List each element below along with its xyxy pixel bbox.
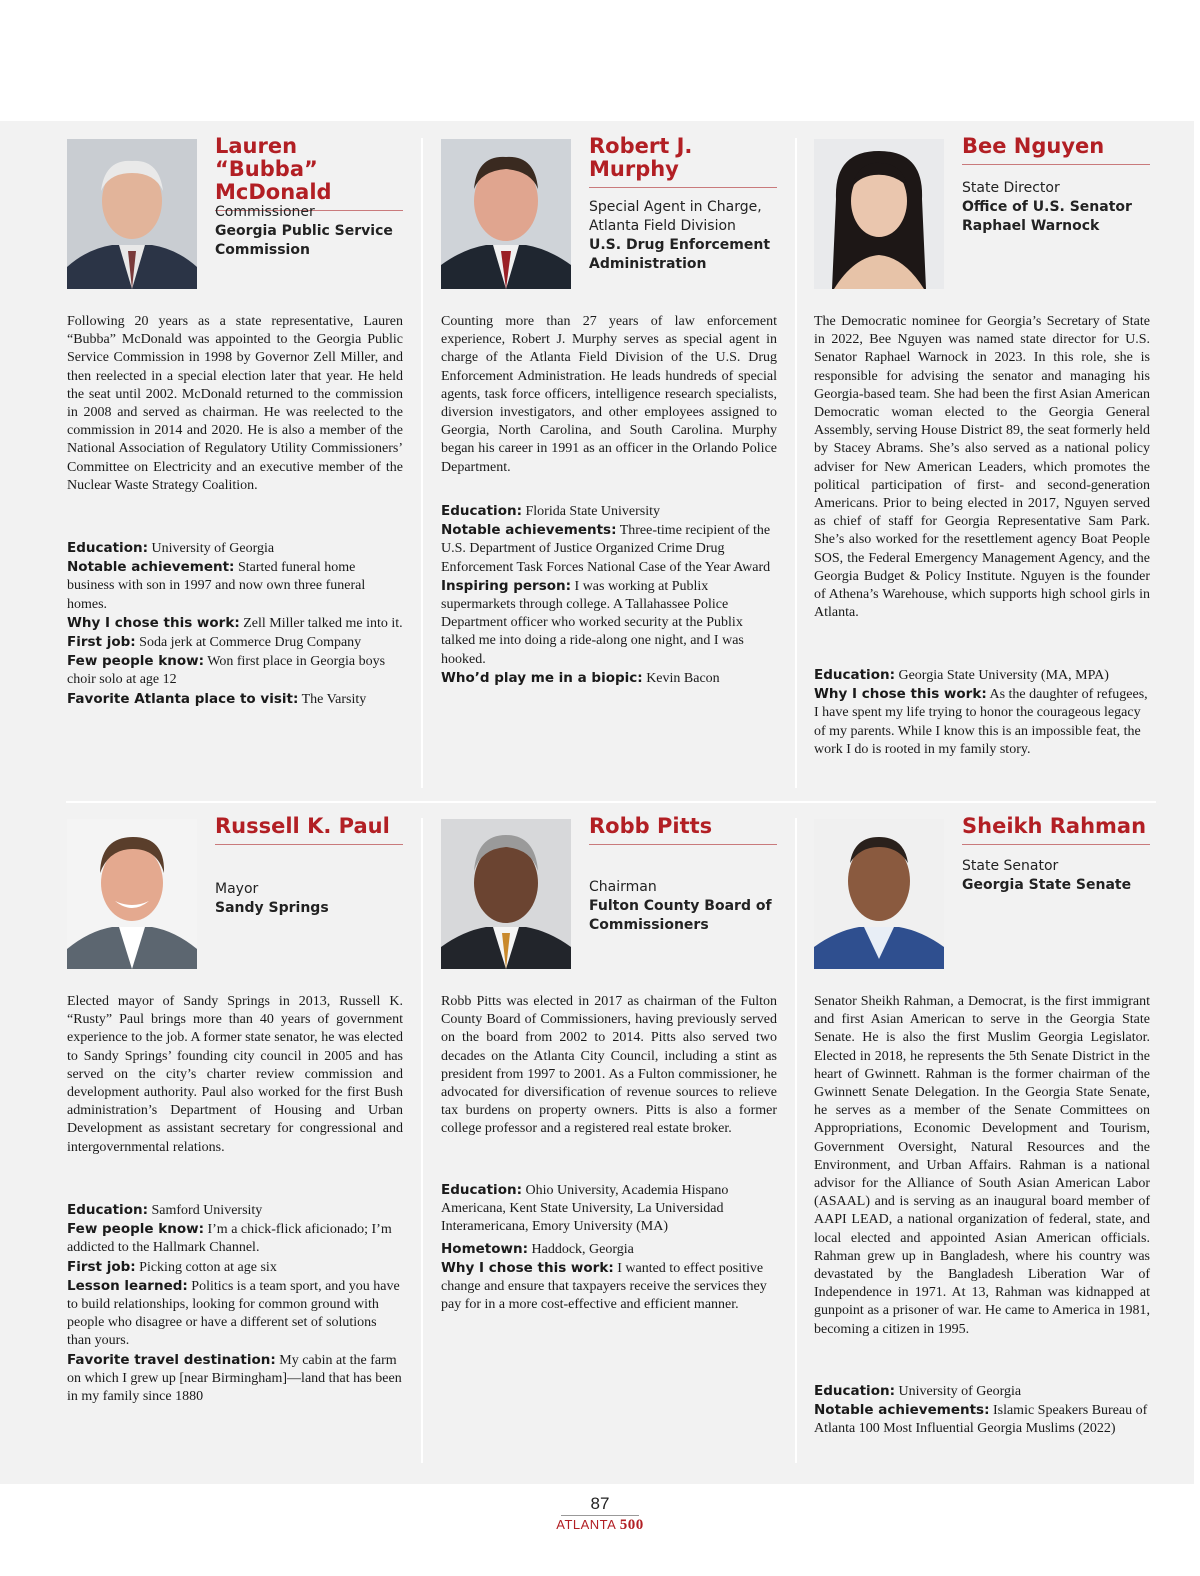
brand-text: ATLANTA — [556, 1517, 616, 1532]
profile-org: U.S. Drug Enforcement Administration — [589, 237, 771, 272]
profile-bio: Elected mayor of Sandy Springs in 2013, Russell K. “Rusty” Paul brings more than 40 years of government experience to the job. A former state senator, he was elected to Sandy Springs’ founding city council in 2005 and has served on the city’s charter review commission and development authority. Paul also worked for the first Bush administration’s Department of Housing and Urban Development as assistant secretary for congressional and intergovernmental relations. — [67, 994, 403, 1155]
profile-facts — [67, 1201, 403, 1406]
page-footer — [0, 1494, 1200, 1534]
fact-value: Zell Miller talked me into it. — [243, 615, 403, 631]
fact-value: My cabin at the farm on which I grew up [near Birmingham]—land that has been in my family since 1880 — [67, 1352, 402, 1405]
fact-value: The Varsity — [301, 691, 367, 707]
fact-label: Lesson learned: — [67, 1277, 188, 1294]
profile-bio: Following 20 years as a state representative, Lauren “Bubba” McDonald was appointed to the Georgia Public Service Commission in 1998 by Governor Zell Miller, and then reelected in a special election later that year. He held the seat until 2002. McDonald returned to the commission in 2008 and served as chairman. He was reelected to the commission in 2014 and 2020. He is also a member of the National Association of Regulatory Utility Commissioners’ Committee on Electricity and an executive member of the Nuclear Waste Strategy Coalition. — [67, 314, 403, 493]
column-divider — [421, 138, 423, 788]
profile-card-paul — [67, 801, 407, 1405]
profile-bio: Senator Sheikh Rahman, a Democrat, is the first immigrant and first Asian American to serve in the Georgia State Senate. He is also the first Muslim Georgia Legislator. Elected in 2018, he represents the 5th Senate District in the heart of Gwinnett. Rahman is the former chairman of the Gwinnett Senate Delegation. In the Georgia State Senate, he serves as a member of the Senate Committees on Appropriations, Economic Development and Tourism, Government Oversight, Natural Resources and the Environment, and Urban Affairs. Rahman is a national advisor for the Alliance of South Asian American Labor (ASAAL) and is serving as an inaugural board member of AAPI LEAD, a national organization of federal, state, and local elected and appointed Asian American officials. Rahman grew up in Bangladesh, where his country was devastated by the Bangladesh Liberation War of Independence in 1971. At 13, Rahman was kidnapped at gunpoint as a prisoner of war. He came to America in 1981, becoming a citizen in 1995. — [814, 994, 1150, 1337]
fact-label: Notable achievements: — [814, 1402, 990, 1419]
profile-name: Lauren “Bubba” McDonald — [215, 135, 403, 211]
fact-label: First job: — [67, 634, 136, 651]
profile-bio: Counting more than 27 years of law enforcement experience, Robert J. Murphy serves as special agent in charge of the Atlanta Field Division of the U.S. Drug Enforcement Administration. He leads hundreds of special agents, task force officers, intelligence research specialists, diversion investigators, and other employees assigned to Georgia, North Carolina, and South Carolina. Murphy began his career in 1991 as an officer in the Orlando Police Department. — [441, 314, 777, 475]
profile-title: Special Agent in Charge, Atlanta Field Division — [589, 199, 762, 234]
profile-role — [962, 857, 1152, 895]
fact-value: Picking cotton at age six — [139, 1259, 277, 1275]
fact-value: Kevin Bacon — [646, 670, 720, 686]
fact-value: Won first place in Georgia boys choir solo at age 12 — [67, 654, 386, 688]
fact-value: Samford University — [151, 1203, 263, 1218]
fact-value: I wanted to effect positive change and ensure that taxpayers receive the services they pay for in a more cost-effective and efficient manner. — [441, 1260, 767, 1313]
fact-value: Politics is a team sport, and you have to build relationships, looking for common ground with people who disagree or have a different set of solutions than yours. — [67, 1278, 400, 1349]
profile-org: Georgia State Senate — [962, 877, 1132, 893]
fact-value: Georgia State University (MA, MPA) — [898, 668, 1109, 683]
profile-title: Mayor — [215, 881, 259, 897]
fact-value: Three-time recipient of the U.S. Department of Justice Organized Crime Drug Enforcement Task Forces National Case of the Year Award — [441, 523, 771, 575]
column-divider — [421, 818, 423, 1463]
profile-role — [215, 203, 405, 260]
portrait-photo — [814, 139, 944, 289]
fact-value: As the daughter of refugees, I have spent my life trying to honor the courageous legacy of my parents. While I know this is an impossible feat, the work I do is rooted in my family story. — [814, 687, 1148, 757]
fact-label: Notable achievement: — [67, 559, 235, 576]
profile-card-rahman — [814, 801, 1154, 1437]
profile-name: Bee Nguyen — [962, 135, 1150, 165]
fact-label: Education: — [441, 503, 522, 519]
profile-card-pitts — [441, 801, 781, 1313]
fact-value: Soda jerk at Commerce Drug Company — [139, 635, 362, 651]
profile-org: Fulton County Board of Commissioners — [589, 898, 772, 933]
fact-label: Who’d play me in a biopic: — [441, 669, 643, 686]
profile-title: State Senator — [962, 858, 1059, 874]
profile-bio: The Democratic nominee for Georgia’s Secretary of State in 2022, Bee Nguyen was named state director for U.S. Senator Raphael Warnock in 2023. In this role, she is responsible for advising the senator and managing his Georgia-based team. She had been the first Asian American Democratic woman elected to the Georgia General Assembly, serving House District 89, the seat formerly held by Stacey Abrams. She’s also served as a national policy adviser for New American Leaders, which promotes the political participation of first- and second-generation Americans. Prior to being elected in 2017, Nguyen served as chief of staff for Georgia Representative Sam Park. She’s also worked for the resettlement agency Boat People SOS, the Federal Emergency Management Agency, and the Georgia Budget & Policy Institute. Nguyen is the founder of Athena’s Warehouse, which supports high school girls in Atlanta. — [814, 314, 1150, 621]
profile-name: Russell K. Paul — [215, 815, 403, 845]
fact-value: Started funeral home business with son in 1997 and now own three funeral homes. — [67, 560, 366, 612]
portrait-photo — [441, 819, 571, 969]
profile-role — [215, 880, 405, 918]
fact-label: Hometown: — [441, 1240, 529, 1257]
portrait-photo — [67, 819, 197, 969]
fact-label: Why I chose this work: — [67, 614, 240, 631]
profile-title: Commissioner — [215, 204, 315, 220]
profile-bio: Robb Pitts was elected in 2017 as chairman of the Fulton County Board of Commissioners, having previously served on the board from 2002 to 2014. Pitts also served two decades on the Atlanta City Council, including a stint as president from 1997 to 2001. As a Fulton commissioner, he advocated for diversification of revenue sources to relieve tax burdens on property owners. Pitts is also a former college professor and a registered real estate broker. — [441, 994, 777, 1137]
profile-facts — [67, 539, 403, 709]
profile-facts — [441, 1181, 777, 1314]
brand-number: 500 — [619, 1517, 644, 1533]
fact-label: Favorite Atlanta place to visit: — [67, 690, 299, 707]
fact-label: Why I chose this work: — [814, 686, 987, 703]
fact-value: University of Georgia — [898, 1384, 1022, 1399]
profile-role — [589, 878, 779, 935]
fact-label: Inspiring person: — [441, 577, 572, 594]
profile-org: Sandy Springs — [215, 900, 329, 916]
profile-org: Georgia Public Service Commission — [215, 223, 393, 258]
column-divider — [795, 818, 797, 1463]
profile-name: Robert J. Murphy — [589, 135, 777, 188]
fact-value: Haddock, Georgia — [531, 1241, 634, 1257]
profile-facts — [441, 502, 777, 688]
profile-name: Sheikh Rahman — [962, 815, 1150, 845]
fact-value: I’m a chick-flick aficionado; I’m addicted to the Hallmark Channel. — [67, 1222, 392, 1256]
profile-card-murphy — [441, 121, 781, 686]
fact-label: First job: — [67, 1258, 136, 1275]
column-divider — [795, 138, 797, 788]
fact-label: Notable achievements: — [441, 522, 617, 539]
fact-label: Education: — [67, 540, 148, 556]
profile-role — [962, 179, 1152, 236]
profile-card-mcdonald — [67, 121, 407, 707]
fact-label: Education: — [67, 1202, 148, 1218]
fact-label: Education: — [441, 1182, 522, 1198]
page-number: 87 — [561, 1494, 640, 1516]
profile-facts — [814, 666, 1150, 759]
profile-title: State Director — [962, 180, 1060, 196]
publication-brand — [0, 1517, 1200, 1534]
fact-label: Favorite travel destination: — [67, 1351, 276, 1368]
profile-facts — [814, 1382, 1150, 1439]
profile-name: Robb Pitts — [589, 815, 777, 845]
fact-value: Ohio University, Academia Hispano Americana, Kent State University, La Universidad Interamericana, Emory University (MA) — [441, 1183, 729, 1235]
fact-value: Florida State University — [525, 504, 661, 519]
fact-label: Education: — [814, 1383, 895, 1399]
fact-value: University of Georgia — [151, 541, 275, 556]
profile-role — [589, 198, 779, 274]
fact-label: Few people know: — [67, 1221, 204, 1238]
portrait-photo — [441, 139, 571, 289]
fact-label: Why I chose this work: — [441, 1259, 614, 1276]
fact-label: Education: — [814, 667, 895, 683]
portrait-photo — [814, 819, 944, 969]
profile-org: Office of U.S. Senator Raphael Warnock — [962, 199, 1132, 234]
fact-value: I was working at Publix supermarkets through college. A Tallahassee Police Department officer who worked security at the Publix talked me into doing a ride-along one night, and I was hooked. — [441, 578, 744, 667]
profile-title: Chairman — [589, 879, 657, 895]
fact-value: Islamic Speakers Bureau of Atlanta 100 Most Influential Georgia Muslims (2022) — [814, 1403, 1148, 1437]
fact-label: Few people know: — [67, 653, 204, 670]
portrait-photo — [67, 139, 197, 289]
profile-card-nguyen — [814, 121, 1154, 757]
